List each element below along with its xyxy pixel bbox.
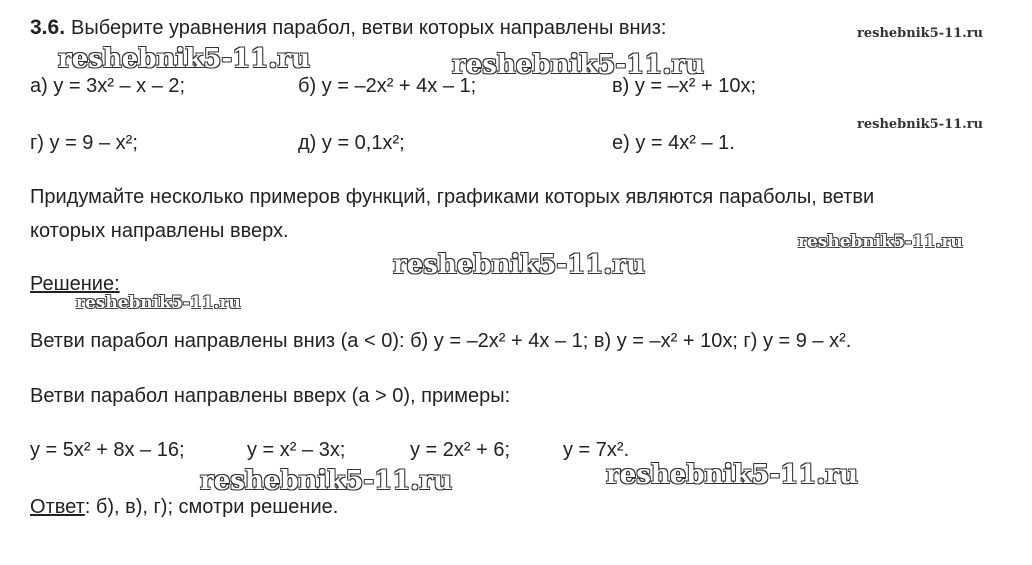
watermark: reshebnik5-11.ru (798, 232, 963, 252)
answer-line (30, 496, 338, 519)
task-question: Выберите уравнения парабол, ветви которых направлены вниз: (71, 17, 667, 39)
watermark: reshebnik5-11.ru (606, 460, 859, 490)
watermark: reshebnik5-11.ru (393, 250, 646, 280)
watermark: reshebnik5-11.ru (58, 44, 311, 74)
option-e: е) y = 4x² – 1. (612, 132, 735, 154)
solution-heading: Решение: (30, 273, 120, 295)
option-a: а) y = 3x² – x – 2; (30, 75, 186, 97)
option-v: в) y = –x² + 10x; (612, 75, 757, 97)
example-1: y = 5x² + 8x – 16; (30, 439, 185, 461)
solution-down-line: Ветви парабол направлены вниз (a < 0): б) y = –2x² + 4x – 1; в) y = –x² + 10x; г) y = 9 – x². (30, 330, 852, 352)
option-g: г) y = 9 – x²; (30, 132, 138, 154)
example-2: y = x² – 3x; (247, 439, 346, 461)
option-d: д) y = 0,1x²; (298, 132, 405, 154)
watermark: reshebnik5-11.ru (857, 26, 984, 41)
answer-label: Ответ (30, 496, 85, 518)
solution-up-line: Ветви парабол направлены вверх (a > 0), примеры: (30, 385, 511, 407)
watermark: reshebnik5-11.ru (76, 293, 241, 313)
task-prompt-line1: Придумайте несколько примеров функций, графиками которых являются параболы, ветви (30, 186, 875, 208)
example-3: y = 2x² + 6; (410, 439, 511, 461)
answer-text: : б), в), г); смотри решение. (84, 496, 339, 518)
watermark: reshebnik5-11.ru (857, 117, 984, 132)
task-prompt-line2: которых направлены вверх. (30, 220, 289, 242)
task-header (30, 16, 666, 40)
task-number: 3.6. (30, 16, 66, 39)
option-b: б) y = –2x² + 4x – 1; (298, 75, 477, 97)
watermark: reshebnik5-11.ru (200, 466, 453, 496)
watermark: reshebnik5-11.ru (452, 50, 705, 80)
example-4: y = 7x². (563, 439, 630, 461)
